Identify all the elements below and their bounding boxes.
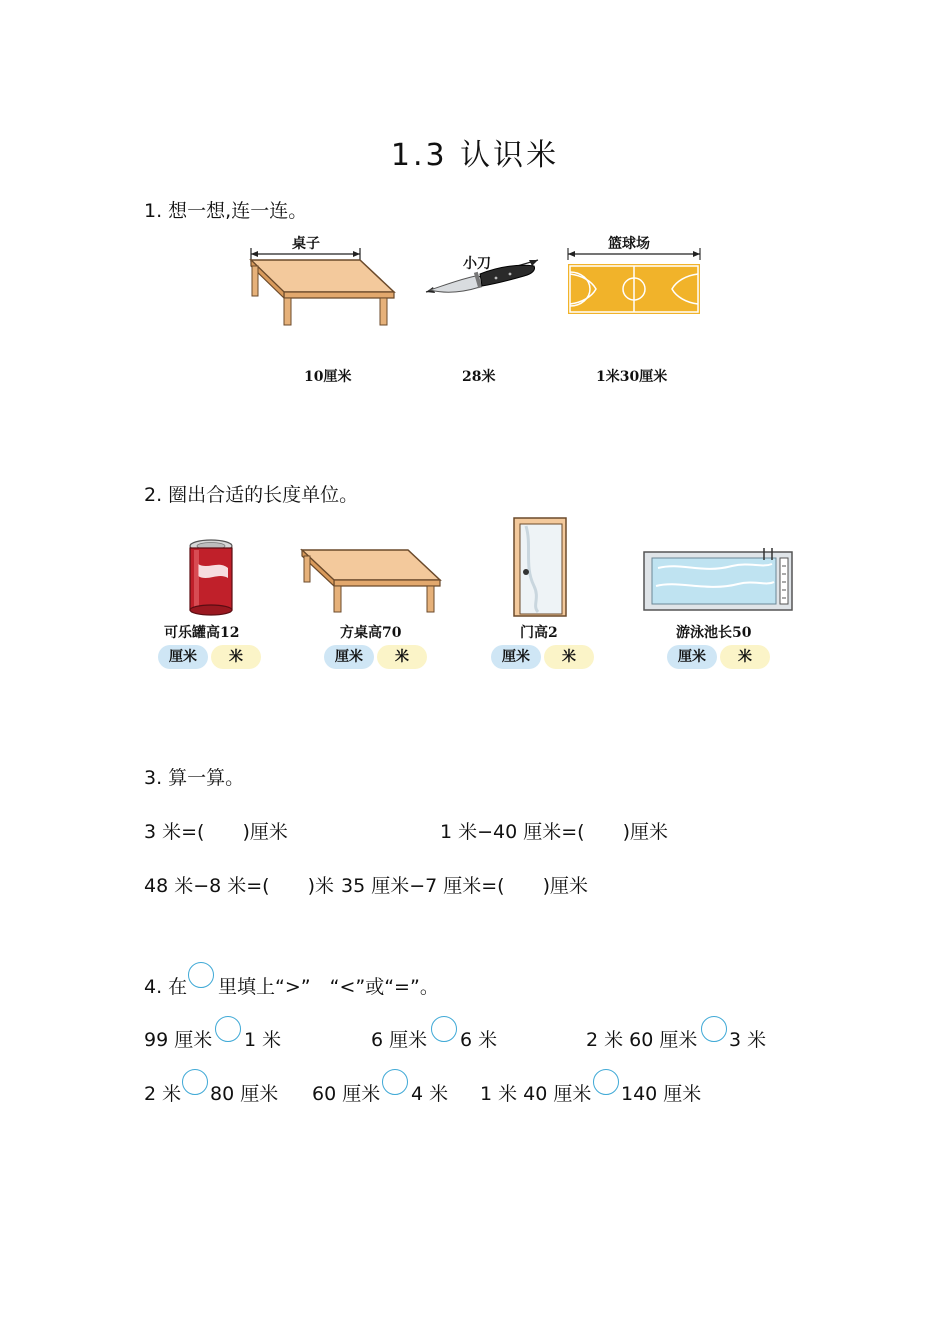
compare-circle-4[interactable] (182, 1069, 208, 1095)
caption-pool: 游泳池长50 (676, 625, 752, 641)
unit-cm-pool[interactable]: 厘米 (667, 645, 717, 669)
q4-item-5-right: 4 米 (411, 1083, 449, 1105)
square-table-illustration (300, 548, 442, 614)
pool-illustration (642, 546, 794, 612)
q4-item-6-left: 1 米 40 厘米 (480, 1083, 592, 1105)
compare-circle-6[interactable] (593, 1069, 619, 1095)
table-illustration (248, 232, 398, 328)
door-illustration (512, 516, 568, 618)
q4-item-1-left: 99 厘米 (144, 1029, 213, 1051)
q3-problem-4[interactable]: 35 厘米−7 厘米=( )厘米 (341, 875, 589, 897)
q4-heading-pre: 4. 在 (144, 976, 188, 998)
page-title: 1.3 认识米 (390, 138, 560, 173)
compare-circle-5[interactable] (382, 1069, 408, 1095)
label-court: 篮球场 (608, 236, 650, 252)
q1-heading: 1. 想一想,连一连。 (144, 200, 308, 222)
q4-item-3-right: 3 米 (729, 1029, 767, 1051)
unit-m-cola-can[interactable]: 米 (211, 645, 261, 669)
caption-square-table: 方桌高70 (340, 625, 402, 641)
compare-circle-2[interactable] (431, 1016, 457, 1042)
q4-item-3-left: 2 米 60 厘米 (586, 1029, 698, 1051)
caption-door: 门高2 (520, 625, 558, 641)
q3-problem-3[interactable]: 48 米−8 米=( )米 (144, 875, 335, 897)
label-knife: 小刀 (463, 256, 491, 272)
unit-m-door[interactable]: 米 (544, 645, 594, 669)
q4-item-2-right: 6 米 (460, 1029, 498, 1051)
q3-heading: 3. 算一算。 (144, 767, 245, 789)
court-illustration (566, 244, 704, 316)
compare-circle-example (188, 962, 214, 988)
q4-item-4-right: 80 厘米 (210, 1083, 279, 1105)
q4-item-4-left: 2 米 (144, 1083, 182, 1105)
unit-m-square-table[interactable]: 米 (377, 645, 427, 669)
caption-cola-can: 可乐罐高12 (164, 625, 240, 641)
q4-item-6-right: 140 厘米 (621, 1083, 702, 1105)
unit-m-pool[interactable]: 米 (720, 645, 770, 669)
q4-item-5-left: 60 厘米 (312, 1083, 381, 1105)
unit-cm-door[interactable]: 厘米 (491, 645, 541, 669)
compare-circle-3[interactable] (701, 1016, 727, 1042)
unit-cm-cola-can[interactable]: 厘米 (158, 645, 208, 669)
unit-cm-square-table[interactable]: 厘米 (324, 645, 374, 669)
option-1m30cm[interactable]: 1米30厘米 (596, 369, 668, 385)
q2-heading: 2. 圈出合适的长度单位。 (144, 484, 359, 506)
q4-item-1-right: 1 米 (244, 1029, 282, 1051)
option-28m[interactable]: 28米 (462, 369, 496, 385)
q4-heading-post: 里填上“>” “<”或“=”。 (218, 976, 439, 998)
q3-problem-1[interactable]: 3 米=( )厘米 (144, 821, 288, 843)
label-table: 桌子 (292, 236, 320, 252)
option-10cm[interactable]: 10厘米 (304, 369, 352, 385)
q3-problem-2[interactable]: 1 米−40 厘米=( )厘米 (440, 821, 669, 843)
cola-can-illustration (188, 538, 234, 616)
q4-item-2-left: 6 厘米 (371, 1029, 428, 1051)
compare-circle-1[interactable] (215, 1016, 241, 1042)
